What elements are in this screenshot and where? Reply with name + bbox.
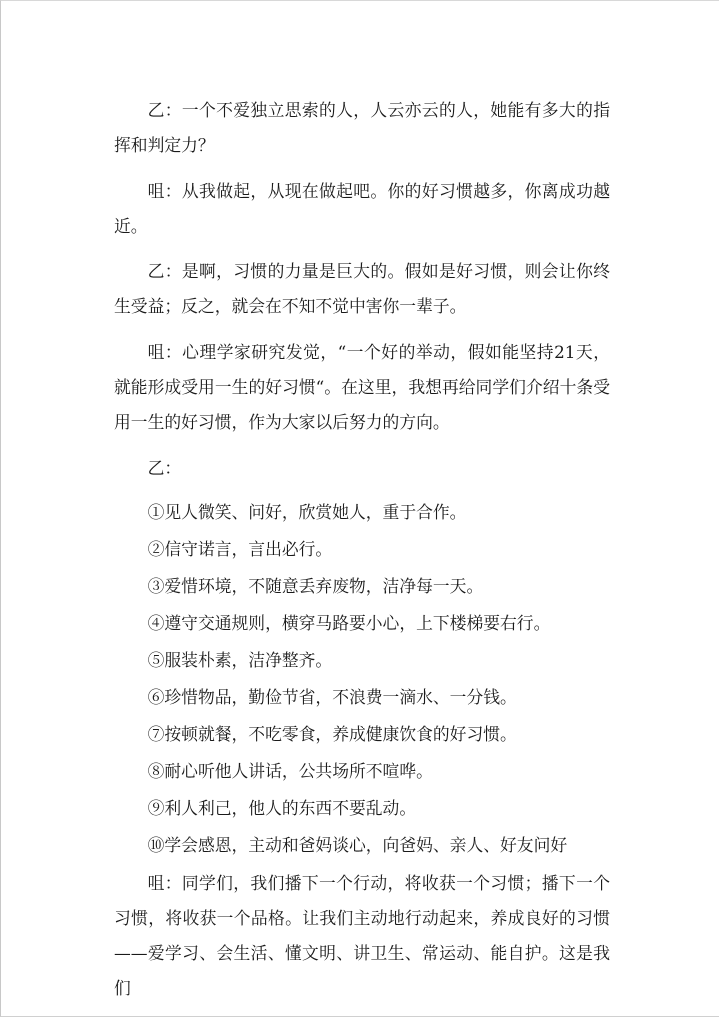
- paragraph-5: 乙：: [147, 458, 182, 478]
- closing-paragraph: 咀：同学们，我们播下一个行动，将收获一个习惯；播下一个习惯，将收获一个品格。让我们主动地行动起来，养成良好的习惯——爱学习、会生活、懂文明、讲卫生、常运动、能自护。这是我们: [114, 873, 610, 998]
- paragraph-2: 咀：从我做起，从现在做起吧。你的好习惯越多，你离成功越近。: [114, 181, 610, 236]
- list-item: ①见人微笑、问好，欣赏她人，重于合作。: [147, 502, 467, 522]
- list-item: ③爱惜环境，不随意丢弃废物，洁净每一天。: [147, 576, 484, 596]
- document-body: [114, 93, 610, 1017]
- list-item: ②信守诺言，言出必行。: [147, 539, 333, 559]
- list-item: ⑤服装朴素，洁净整齐。: [147, 650, 333, 670]
- paragraph-4: 咀：心理学家研究发觉，“一个好的举动，假如能坚持21天，就能形成受用一生的好习惯“。在这里，我想再给同学们介绍十条受用一生的好习惯，作为大家以后努力的方向。: [114, 342, 610, 432]
- list-item: ⑥珍惜物品，勤俭节省，不浪费一滴水、一分钱。: [147, 687, 517, 707]
- paragraph-3: 乙：是啊，习惯的力量是巨大的。假如是好习惯，则会让你终生受益；反之，就会在不知不觉中害你一辈子。: [114, 261, 610, 316]
- list-item: ⑦按顿就餐，不吃零食，养成健康饮食的好习惯。: [147, 724, 517, 744]
- list-item: ⑧耐心听他人讲话，公共场所不喧哗。: [147, 761, 433, 781]
- list-item: ④遵守交通规则，横穿马路要小心，上下楼梯要右行。: [147, 613, 551, 633]
- paragraph-1: 乙：一个不爱独立思索的人，人云亦云的人，她能有多大的指挥和判定力？: [114, 100, 610, 155]
- list-item: ⑩学会感恩，主动和爸妈谈心，向爸妈、亲人、好友问好: [147, 835, 568, 855]
- list-item: ⑨利人利己，他人的东西不要乱动。: [147, 798, 417, 818]
